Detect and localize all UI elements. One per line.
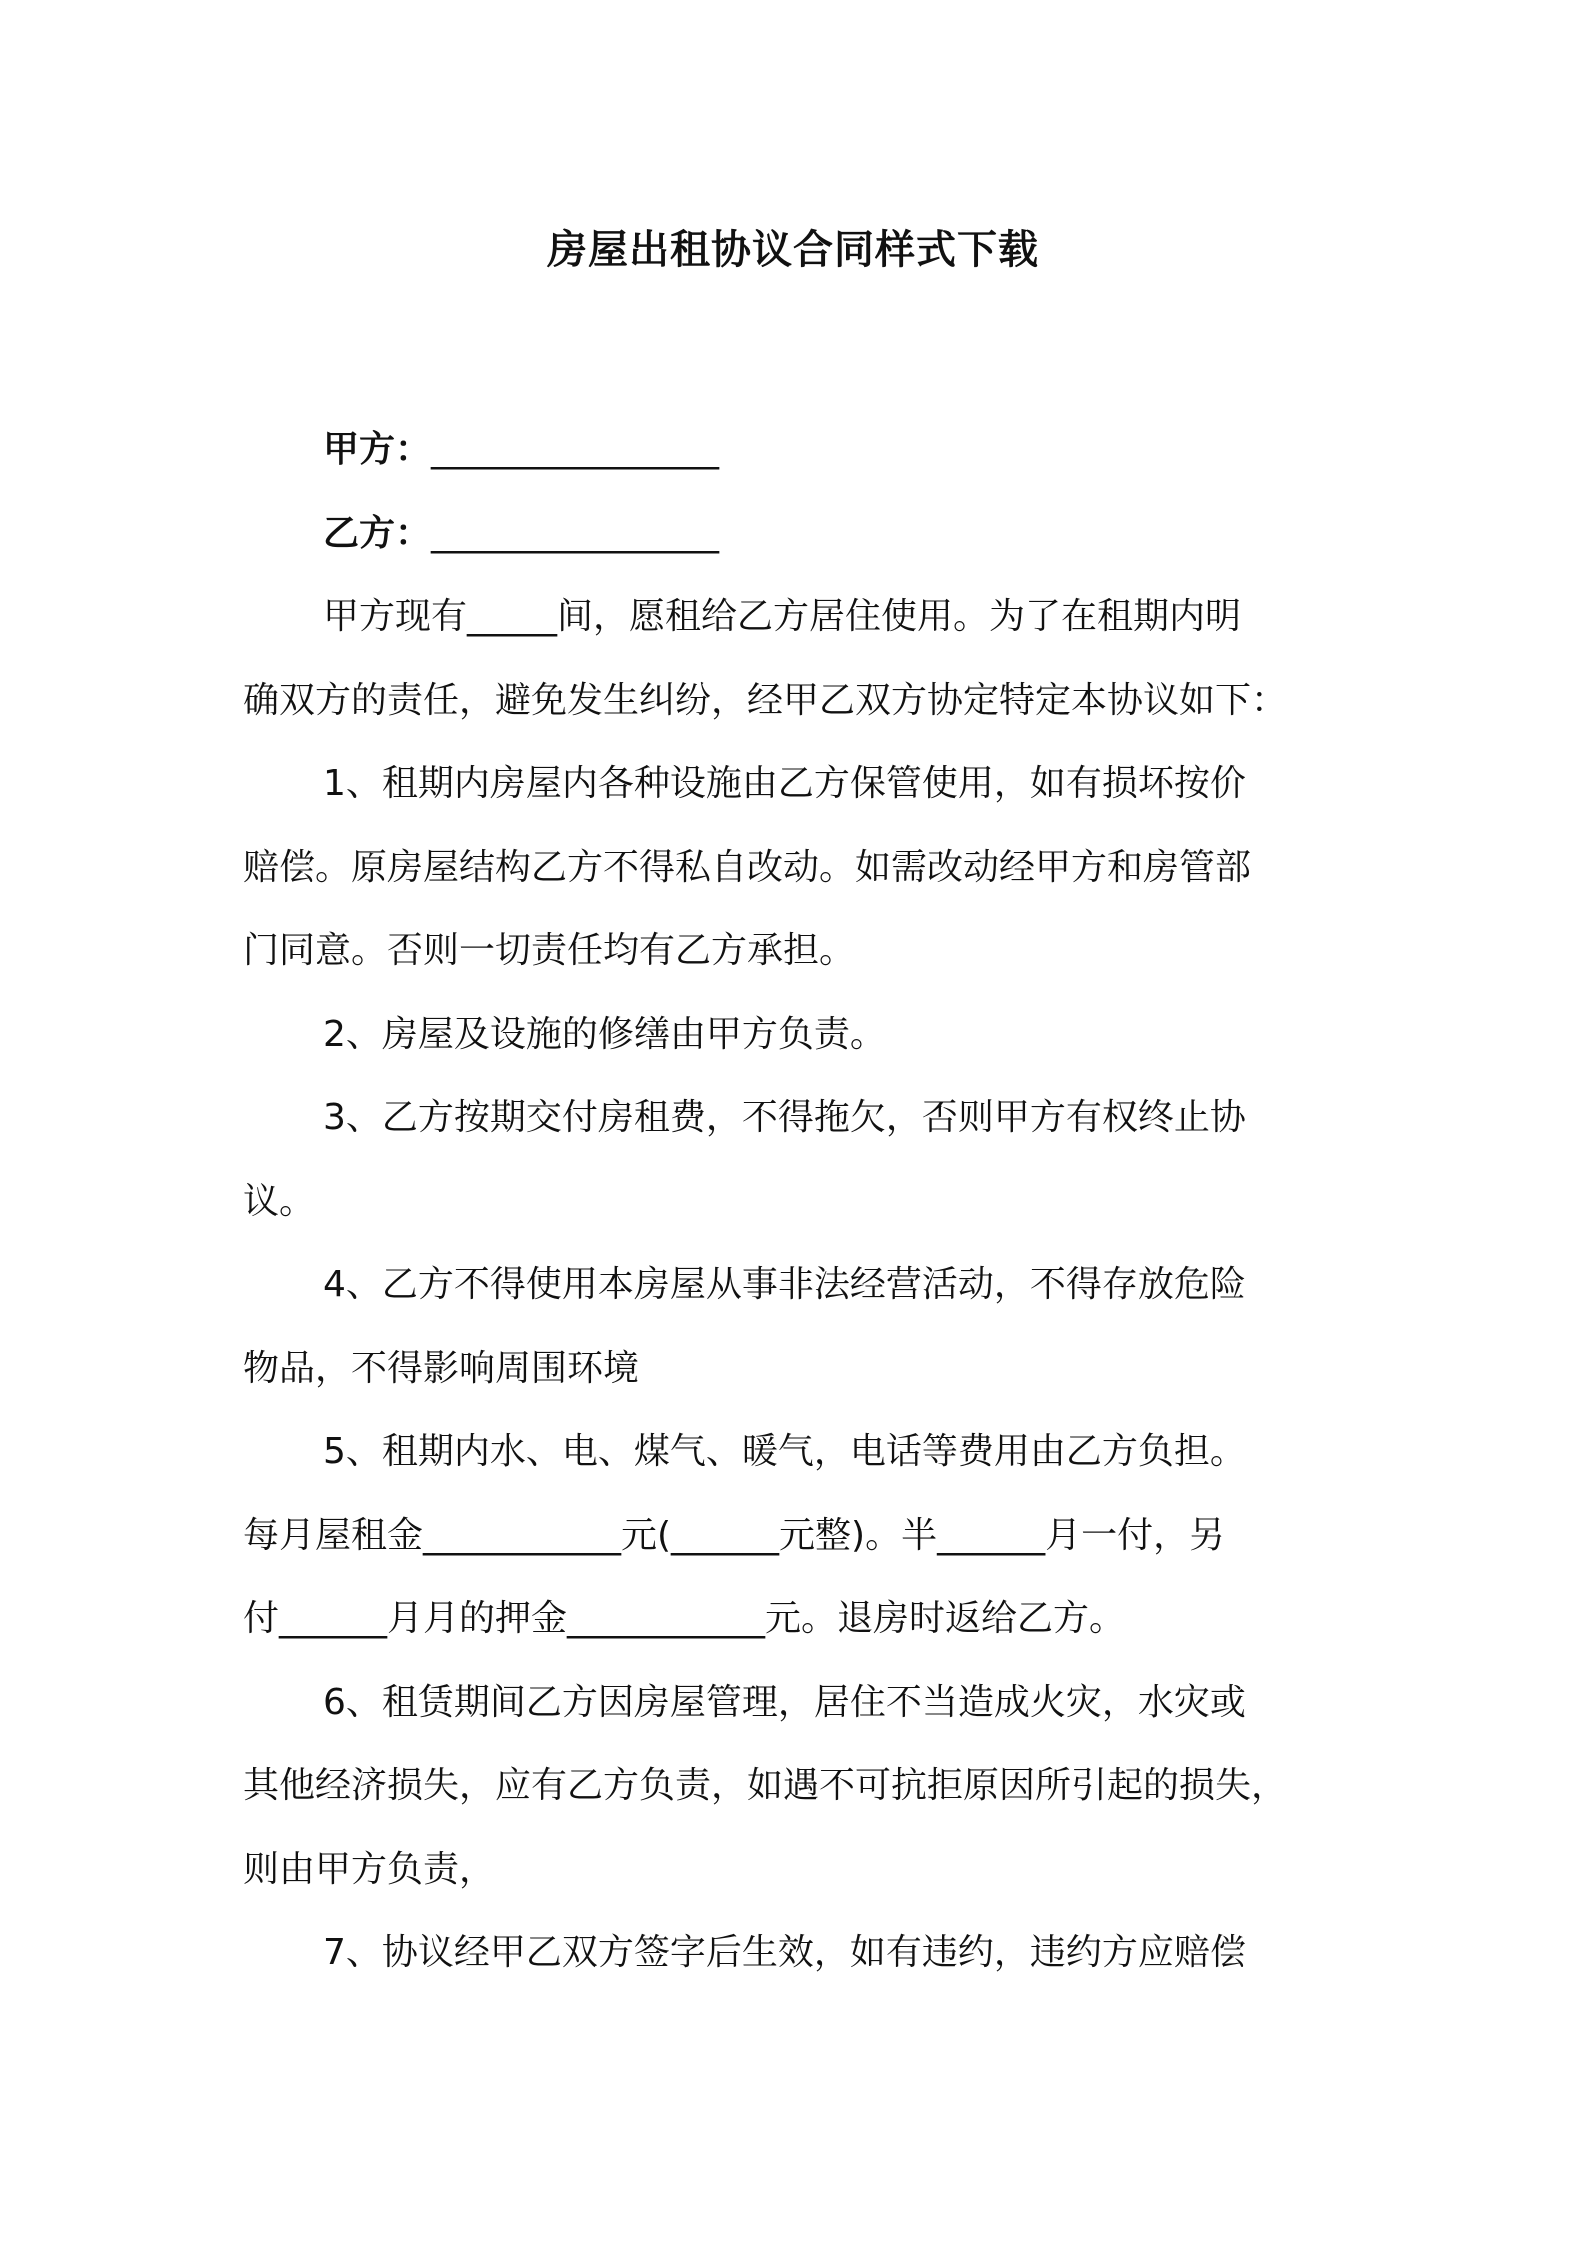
paragraph-line: 5、租期内水、电、煤气、暖气，电话等费用由乙方负担。 xyxy=(323,1431,1246,1472)
paragraph-line: 7、协议经甲乙双方签字后生效，如有违约，违约方应赔偿 xyxy=(323,1932,1246,1973)
paragraph-line: 1、租期内房屋内各种设施由乙方保管使用，如有损坏按价 xyxy=(323,763,1246,804)
paragraph-line: 其他经济损失，应有乙方负责，如遇不可抗拒原因所引起的损失， xyxy=(243,1765,1288,1806)
clause-lines xyxy=(243,575,1351,1995)
paragraph-line: 6、租赁期间乙方因房屋管理，居住不当造成火灾，水灾或 xyxy=(323,1681,1246,1723)
paragraph-line: 付______月月的押金___________元。退房时返给乙方。 xyxy=(243,1598,1126,1639)
party-b-label: 乙方： xyxy=(323,512,432,554)
paragraph-line: 每月屋租金___________元(______元整)。半______月一付，另 xyxy=(243,1514,1226,1556)
party-a-label: 甲方： xyxy=(323,429,432,470)
party-a-line xyxy=(243,408,1351,492)
paragraph-line: 则由甲方负责， xyxy=(243,1848,496,1890)
party-b-line xyxy=(243,492,1351,576)
party-a-blank: ________________ xyxy=(431,429,720,470)
paragraph-line: 议。 xyxy=(243,1180,316,1222)
document-title: 房屋出租协议合同样式下载 xyxy=(547,227,1039,273)
paragraph-line: 赔偿。原房屋结构乙方不得私自改动。如需改动经甲方和房管部 xyxy=(243,846,1252,888)
party-b-blank: ________________ xyxy=(431,512,720,554)
paragraph-line: 甲方现有_____间，愿租给乙方居住使用。为了在租期内明 xyxy=(323,596,1242,637)
paragraph-line: 确双方的责任，避免发生纠纷，经甲乙双方协定特定本协议如下： xyxy=(243,679,1288,721)
paragraph-line: 物品，不得影响周围环境 xyxy=(243,1347,640,1389)
paragraph-line: 门同意。否则一切责任均有乙方承担。 xyxy=(243,930,856,971)
document-body xyxy=(243,408,1351,1995)
paragraph-line: 3、乙方按期交付房租费，不得拖欠，否则甲方有权终止协 xyxy=(323,1097,1246,1138)
paragraph-line: 4、乙方不得使用本房屋从事非法经营活动，不得存放危险 xyxy=(323,1264,1246,1305)
paragraph-line: 2、房屋及设施的修缮由甲方负责。 xyxy=(323,1013,886,1055)
